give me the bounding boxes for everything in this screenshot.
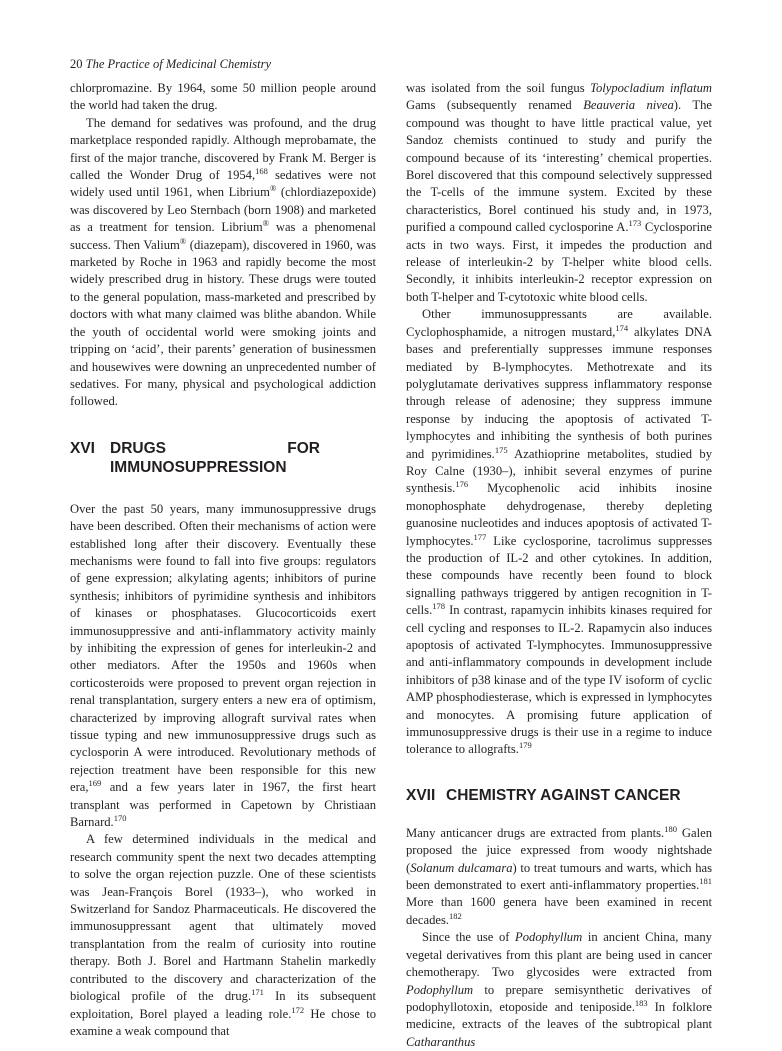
registered-mark: ®	[262, 218, 270, 229]
section-number: XVII	[406, 786, 436, 804]
footnote-ref: 170	[113, 812, 127, 823]
footnote-ref: 169	[88, 778, 102, 789]
section-title: CHEMISTRY AGAINST CANCER	[446, 786, 681, 804]
running-header	[70, 56, 271, 72]
footnote-ref: 171	[251, 986, 264, 997]
paragraph: Since the use of Podophyllum in ancient China, many vegetal derivatives from this plant are being used in cancer chemotherapy. Two glycosides were extracted from Podophyllum to prepare semisynthetic derivatives of podophyllotoxin, etoposide and teniposide.$^{183}$ In folklore medicine, extracts of the leaves of the subtropical plant Catharanthus	[406, 930, 712, 1049]
paragraph: Many anticancer drugs are extracted from plants.$^{180}$ Galen proposed the juice expressed from woody nightshade (Solanum dulcamara) to treat tumours and warts, which has been demonstrated to exert anti-inflammatory properties.$^{181}$ More than 1600 genera have been examined in recent decades.$^{182}$	[406, 823, 713, 927]
paragraph: Over the past 50 years, many immunosuppressive drugs have been described. Often their mechanisms of action were established long after their discovery. Eventually these mechanisms were found to fall into five groups: regulators of gene expression; alkylating agents; inhibitors of purine synthesis; inhibitors of pyrimidine synthesis and inhibitors of kinases or phosphatases. Glucocorticoids exert immunosuppressive and anti-inflammatory activity mainly by inhibiting the expression of genes for interleukin-2 and other mediators. After the 1950s and 1960s when corticosteroids were proposed to prevent organ rejection in renal transplantation, surgery enters a new era of optimism, characterized by improving allograft survival rates when tissue typing and new immunosuppressive drugs such as cyclosporin A were introduced. Revolutionary methods of rejection treatment have been responsible for this new era,$^{169}$ and a few years later in 1967, the first heart transplant was performed in Capetown by Christiaan Barnard.$^{170}$	[70, 501, 376, 830]
paragraph: was isolated from the soil fungus Tolypocladium inflatum Gams (subsequently renamed Beauveria nivea). The compound was thought to have little practical value, yet Sandoz chemists continued to study and purify the compound because of its ‘interesting’ chemical properties. Borel discovered that this compound selectively suppressed the T-cells of the immune system. Excited by these characteristics, Borel continued his study and, in 1973, purified a compound called cyclosporine A.$^{173}$ Cyclosporine acts in two ways. First, it impedes the production and release of interleukin-2 by T-helper white blood cells. Secondly, it inhibits interleukin-2 receptor expression on both T-helper and T-cytotoxic white blood cells.	[406, 81, 712, 304]
paragraph: chlorpromazine. By 1964, some 50 million people around the world had taken the drug.	[70, 81, 376, 113]
footnote-ref: 173	[628, 218, 642, 229]
footnote-ref: 172	[291, 1004, 305, 1015]
left-column	[70, 80, 376, 1040]
registered-mark: ®	[179, 235, 187, 246]
footnote-ref: 179	[518, 740, 532, 751]
paragraph: Other immunosuppressants are available. Cyclophosphamide, a nitrogen mustard,$^{174}$ alkylates DNA bases and preferentially suppresses immune responses mediated by B-lymphocytes. Methotrexate and its polyglutamate derivatives suppress inflammatory response through release of adenosine; they suppress immune response by inducing the apoptosis of activated T-lymphocytes and inhibiting the synthesis of both purines and pyrimidines.$^{175}$ Azathioprine metabolites, studied by Roy Calne (1930–), inhibit several enzymes of purine synthesis.$^{176}$ Mycophenolic acid inhibits inosine monophosphate dehydrogenase, thereby depleting guanosine nucleotides and induces apoptosis of activated T-lymphocytes.$^{177}$ Like cyclosporine, tacrolimus suppresses the production of IL-2 and other cytokines. In addition, these compounds have recently been found to block signalling pathways triggered by antigen recognition in T-cells.$^{178}$ In contrast, rapamycin inhibits kinases required for cell cycling and responses to IL-2. Rapamycin also induces apoptosis of activated T-lymphocytes. Immunosuppressive and anti-inflammatory compounds in development include inhibitors of p38 kinase and of the type IV isoform of cyclic AMP phosphodiesterase, which is expressed in lymphocytes and monocytes. A promising future application of immunosuppressive drugs is their use in a regime to induce tolerance to allografts.$^{179}$	[406, 307, 712, 757]
section-heading	[406, 786, 712, 805]
footnote-ref: 181	[699, 875, 712, 886]
section-number: XVI	[70, 439, 95, 457]
section-heading	[70, 439, 376, 477]
registered-mark: ®	[269, 183, 277, 194]
footnote-ref: 168	[255, 165, 268, 176]
footnote-ref: 182	[449, 910, 462, 921]
right-column	[406, 80, 712, 1051]
footnote-ref: 180	[664, 823, 677, 834]
paragraph: A few determined individuals in the medical and research community spent the next two decades attempting to solve the organ rejection puzzle. One of these scientists was Jean-François Borel (1933–), who worked in Switzerland for Sandoz Pharmaceuticals. He discovered the immunosuppressant agent that ultimately moved transplantation from the realm of curiosity into routine therapy. Both J. Borel and Hartmann Stahelin markedly contributed to the discovery and characterization of the biological profile of the drug.$^{171}$ In its subsequent exploitation, Borel played a leading role.$^{172}$ He chose to examine a weak compound that	[70, 832, 377, 1038]
footnote-ref: 183	[634, 997, 648, 1008]
page-number: 20	[70, 57, 83, 71]
footnote-ref: 178	[432, 601, 445, 611]
section-title: DRUGS FOR IMMUNOSUPPRESSION	[110, 439, 320, 476]
footnote-ref: 175	[494, 444, 508, 455]
footnote-ref: 176	[455, 479, 469, 490]
paragraph: The demand for sedatives was profound, and the drug marketplace responded rapidly. Although meprobamate, the first of the major tranche, discovered by Frank M. Berger is called the Wonder Drug of 1954,$^{168}$ sedatives were not widely used until 1961, when Librium® (chlordiazepoxide) was discovered by Leo Sternbach (born 1908) and marketed as a treatment for tension. Librium® was a phenomenal success. Then Valium® (diazepam), discovered in 1960, was marketed by Roche in 1963 and rapidly become the most widely prescribed drug in history. These drugs were touted to the general population, mass-marketed and prescribed by doctors with what many claimed was blithe abandon. While the youth of occidental world were smoking joints and tripping on ‘acid’, their parents’ generation of businessmen and housewives were downing an unprecedented number of sedatives. For many, physical and psychological addiction followed.	[70, 115, 377, 409]
running-title: The Practice of Medicinal Chemistry	[85, 57, 272, 71]
footnote-ref: 177	[473, 531, 487, 542]
footnote-ref: 174	[615, 322, 629, 333]
